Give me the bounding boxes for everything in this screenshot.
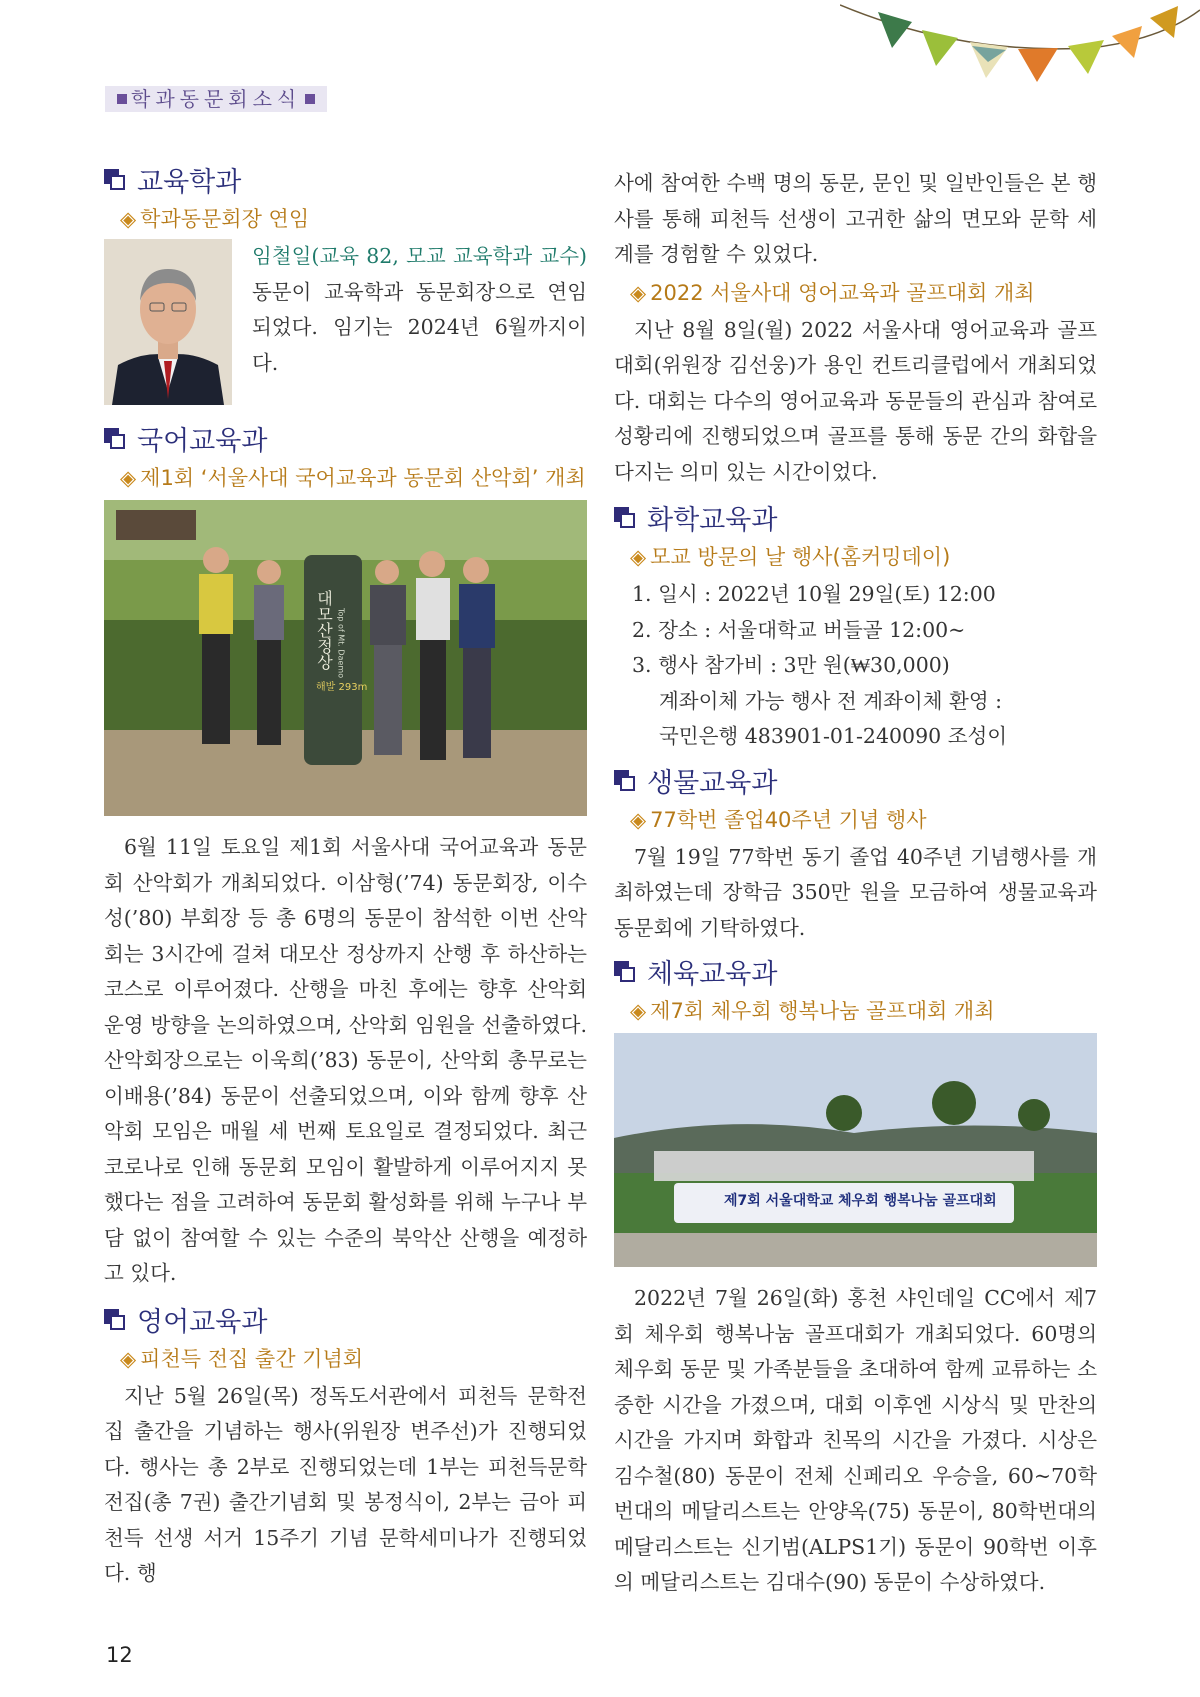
dept-heading-edu xyxy=(104,160,587,199)
dept-title: 체육교육과 xyxy=(647,959,778,990)
golf-paragraph: 지난 8월 8일(월) 2022 서울사대 영어교육과 골프대회(위원장 김선웅)가 용인 컨트리클럽에서 개최되었다. 대회는 다수의 영어교육과 동문들의 관심과 참여로 성황리에 진행되었으며 골프를 통해 동문 간의 화합을 다지는 의미 있는 시간이었다. xyxy=(614,317,1097,484)
bunting-decoration xyxy=(840,0,1200,95)
dept-square-icon xyxy=(614,507,635,528)
korean-paragraph: 6월 11일 토요일 제1회 서울사대 국어교육과 동문회 산악회가 개최되었다. 이삼형(’74) 동문회장, 이수성(’80) 부회장 등 총 6명의 동문이 참석한 이번 산악회는 3시간에 걸쳐 대모산 정상까지 산행 후 하산하는 코스로 이루어졌다. 산행을 마친 후에는 향후 산악회 운영 방향을 논의하였으며, 산악회 임원을 선출하였다. 산악회장으로는 이욱희(’83) 동문이, 산악회 총무로는 이배용(’84) 동문이 선출되었으며, 이와 함께 향후 산악회 모임은 매월 세 번째 토요일로 결정되었다. 최근 코로나로 인해 동문회 모임이 활발하게 이루어지지 못했다는 점을 고려하여 동문회 활성화를 위해 누구나 부담 없이 참여할 수 있는 수준의 북악산 산행을 예정하고 있다. xyxy=(104,835,587,1285)
diamond-icon: ◈ xyxy=(120,1346,137,1371)
diamond-icon: ◈ xyxy=(630,545,647,569)
dept-square-icon xyxy=(104,169,125,190)
dept-square-icon xyxy=(104,428,125,449)
dept-heading-korean xyxy=(104,419,587,458)
dept-heading-chem xyxy=(614,498,1097,537)
chem-note-account: 국민은행 483901-01-240090 조성이 xyxy=(659,724,1008,748)
summit-height: 해발 293m xyxy=(316,682,368,693)
dept-square-icon xyxy=(614,770,635,791)
english-continued-paragraph: 사에 참여한 수백 명의 동문, 문인 및 일반인들은 본 행사를 통해 피천득 선생이 고귀한 삶의 면모와 문학 세계를 경험할 수 있었다. xyxy=(614,171,1097,266)
chem-item-fee: 3. 행사 참가비 : 3만 원(₩30,000) xyxy=(632,653,950,677)
right-column xyxy=(614,166,1097,1601)
sub-heading: ◈ 제1회 ‘서울사대 국어교육과 동문회 산악회’ 개최 xyxy=(120,466,586,490)
sub-heading: ◈ 피천득 전집 출간 기념회 xyxy=(120,1346,364,1371)
section-label: 학과동문회소식 xyxy=(131,87,302,111)
left-column xyxy=(104,160,587,1592)
diamond-icon: ◈ xyxy=(120,466,137,490)
diamond-icon: ◈ xyxy=(630,280,647,305)
golf-banner-text: 제7회 서울대학교 체우회 행복나눔 골프대회 xyxy=(724,1193,997,1209)
summit-sign-en: Top of Mt. Daemo xyxy=(336,608,346,679)
summit-sign-text: 대모산정상 xyxy=(314,590,334,670)
dept-heading-bio xyxy=(614,761,1097,800)
section-header xyxy=(105,86,327,112)
sub-heading: ◈ 학과동문회장 연임 xyxy=(120,207,310,231)
dept-heading-pe xyxy=(614,952,1097,991)
dept-square-icon xyxy=(614,961,635,982)
diamond-icon: ◈ xyxy=(630,999,647,1023)
chem-item-place: 2. 장소 : 서울대학교 버들골 12:00~ xyxy=(632,617,966,642)
bio-paragraph: 7월 19일 77학번 동기 졸업 40주년 기념행사를 개최하였는데 장학금 350만 원을 모금하여 생물교육과 동문회에 기탁하였다. xyxy=(614,844,1097,940)
sub-heading: ◈ 2022 서울사대 영어교육과 골프대회 개최 xyxy=(630,280,1035,305)
portrait-photo xyxy=(104,239,232,405)
sub-heading: ◈ 제7회 체우회 행복나눔 골프대회 개최 xyxy=(630,999,995,1023)
dept-title: 화학교육과 xyxy=(647,505,778,536)
hiking-group-photo xyxy=(104,500,587,816)
chem-item-date: 1. 일시 : 2022년 10월 29일(토) 12:00 xyxy=(632,582,996,606)
page-number: 12 xyxy=(106,1643,133,1667)
dept-title: 국어교육과 xyxy=(137,426,268,457)
english-paragraph: 지난 5월 26일(목) 정독도서관에서 피천득 문학전집 출간을 기념하는 행사(위원장 변주선)가 진행되었다. 행사는 총 2부로 진행되었는데 1부는 피천득문학전집(총 7권) 출간기념회 및 봉정식이, 2부는 금아 피천득 선생 서거 15주기 기념 문학세미나가 진행되었다. 행 xyxy=(104,1383,587,1585)
name-highlight: 임철일(교육 82, 모교 교육학과 교수) xyxy=(252,244,587,268)
golf-group-photo xyxy=(614,1033,1097,1267)
dept-square-icon xyxy=(104,1309,125,1330)
diamond-icon: ◈ xyxy=(120,207,137,231)
square-bullet-icon xyxy=(117,94,127,104)
sub-heading: ◈ 모교 방문의 날 행사(홈커밍데이) xyxy=(630,545,951,569)
sub-heading: ◈ 77학번 졸업40주년 기념 행사 xyxy=(630,807,927,832)
dept-title: 교육학과 xyxy=(137,167,242,198)
chem-note-transfer: 계좌이체 가능 행사 전 계좌이체 환영 : xyxy=(659,688,1003,713)
edu-paragraph: 임철일(교육 82, 모교 교육학과 교수) 동문이 교육학과 동문회장으로 연임되었다. 임기는 2024년 6월까지이다. xyxy=(252,244,587,375)
square-bullet-icon xyxy=(305,94,315,104)
pe-paragraph: 2022년 7월 26일(화) 홍천 샤인데일 CC에서 제7회 체우회 행복나눔 골프대회가 개최되었다. 60명의 체우회 동문 및 가족분들을 초대하여 함께 교류하는 소중한 시간을 가졌으며, 대회 이후엔 시상식 및 만찬의 시간을 가지며 화합과 친목의 시간을 가졌다. 시상은 김수철(80) 동문이 전체 신페리오 우승을, 60~70학번대의 메달리스트는 안양옥(75) 동문이, 80학번대의 메달리스트는 신기범(ALPS1기) 동문이 90학번 이후의 메달리스트는 김대수(90) 동문이 수상하였다. xyxy=(614,1286,1097,1594)
dept-title: 영어교육과 xyxy=(137,1306,268,1338)
dept-title: 생물교육과 xyxy=(647,767,778,799)
diamond-icon: ◈ xyxy=(630,807,647,832)
dept-heading-english xyxy=(104,1300,587,1339)
